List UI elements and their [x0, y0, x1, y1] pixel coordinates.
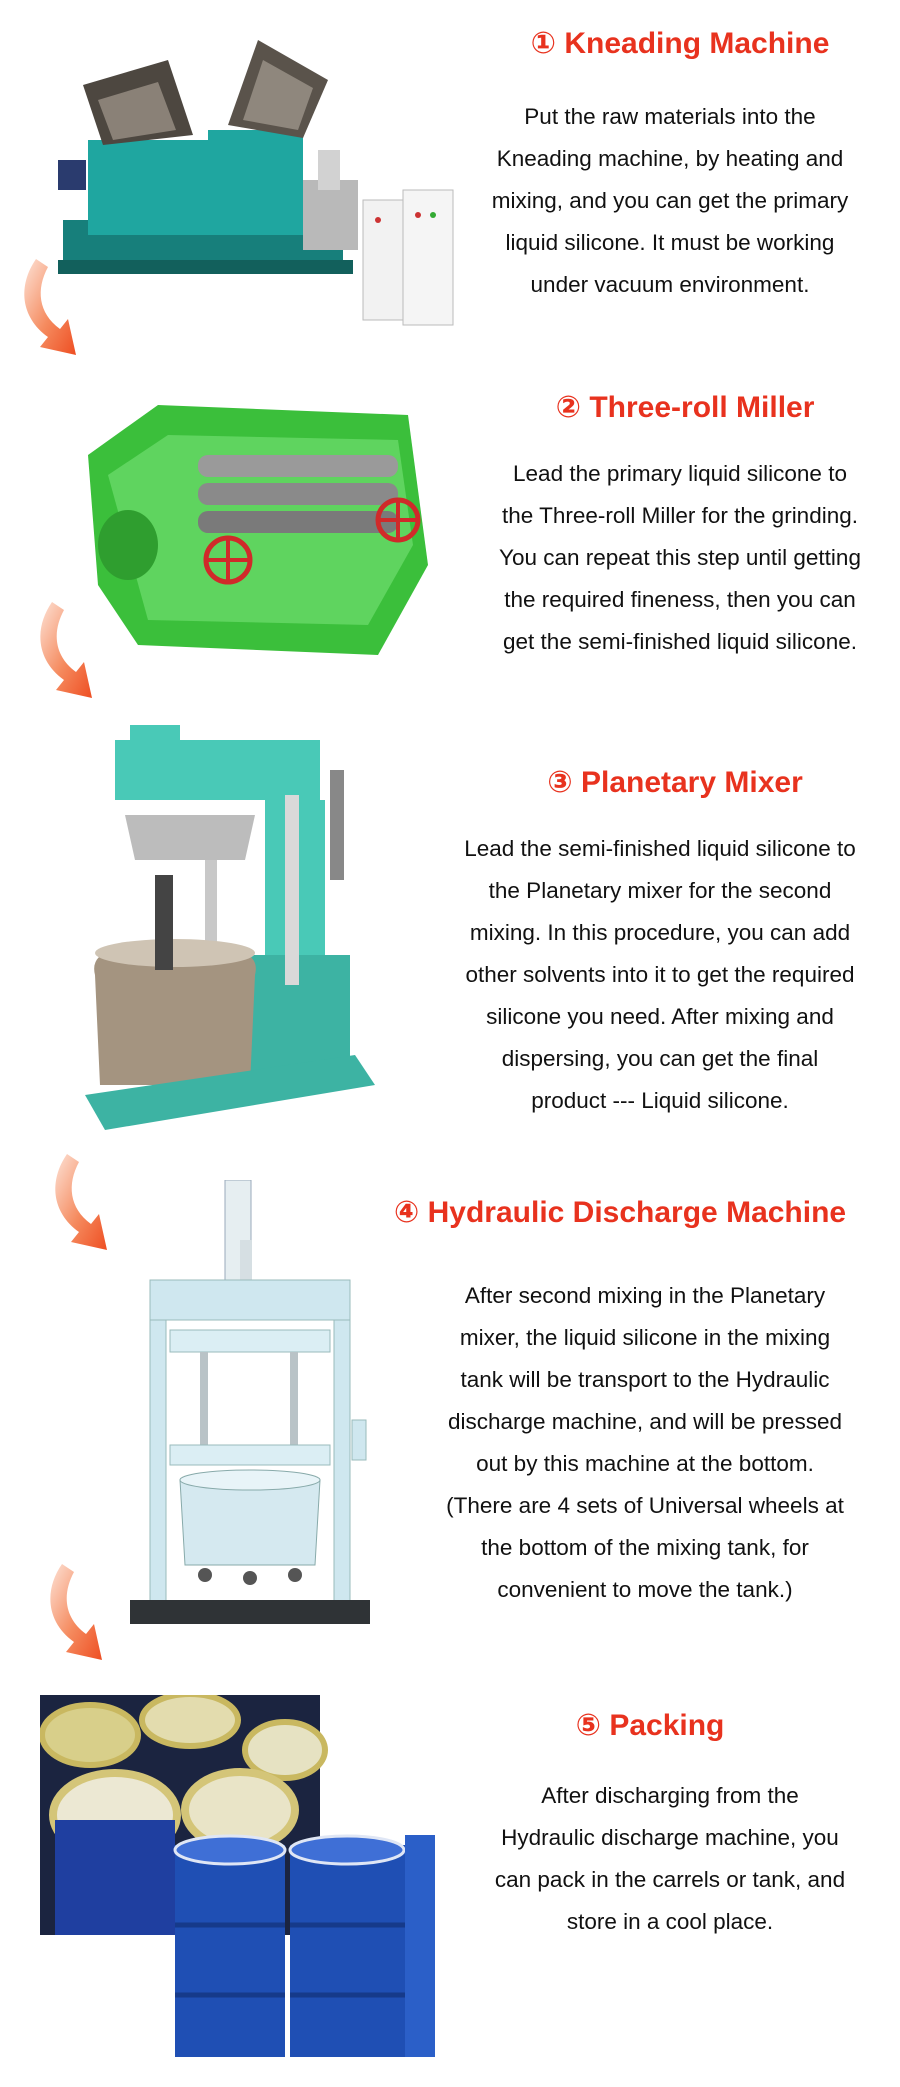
section-1-description: Put the raw materials into the Kneading machine, by heating and mixing, and you can get the primary liquid silicone. It must be working under vacuum environment. [491, 104, 849, 297]
curved-down-arrow-icon [40, 1560, 130, 1680]
section-3-description: Lead the semi-finished liquid silicone to the Planetary mixer for the second mixing. In this procedure, you can add other solvents into it to get the required silicone you need. After mixing and dispersing, you can get the final product --- Liquid silicone. [464, 836, 856, 1113]
section-2-title: ② Three-roll Miller [555, 391, 815, 424]
three-roll-miller-photo [78, 395, 448, 665]
packing-drums-photo [40, 1695, 435, 2057]
section-1-title: ① Kneading Machine [530, 27, 830, 60]
section-5-title: ⑤ Packing [575, 1709, 725, 1742]
kneading-machine-photo [58, 30, 458, 335]
section-4-description: After second mixing in the Planetary mixer, the liquid silicone in the mixing tank will be transport to the Hydraulic discharge machine, and will be pressed out by this machine at the bottom. (There are 4 sets of Universal wheels at the bottom of the mixing tank, for convenient to move the tank.) [446, 1283, 844, 1602]
section-5-description: After discharging from the Hydraulic discharge machine, you can pack in the carrels or tank, and store in a cool place. [494, 1783, 846, 1934]
section-4-title: ④ Hydraulic Discharge Machine [393, 1196, 847, 1229]
hydraulic-discharge-machine-photo [130, 1180, 370, 1640]
curved-down-arrow-icon [14, 255, 104, 375]
section-2-description: Lead the primary liquid silicone to the Three-roll Miller for the grinding. You can repeat this step until getting the required fineness, then you can get the semi-finished liquid silicone. [499, 461, 861, 654]
curved-down-arrow-icon [30, 598, 120, 718]
planetary-mixer-photo [85, 725, 385, 1130]
curved-down-arrow-icon [45, 1150, 135, 1270]
section-3-title: ③ Planetary Mixer [547, 766, 803, 799]
